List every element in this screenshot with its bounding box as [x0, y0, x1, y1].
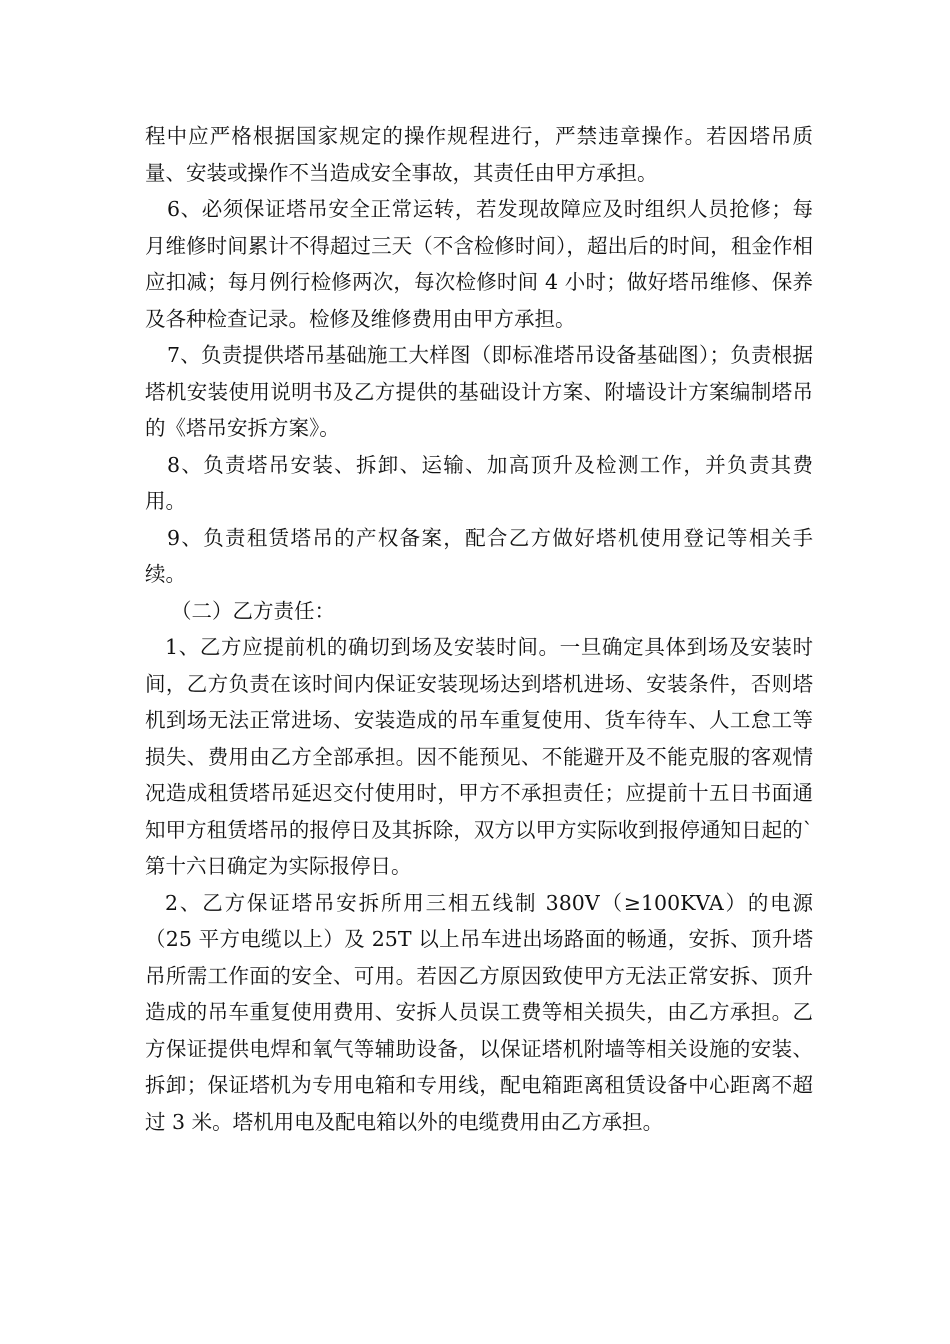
paragraph-item-6: 6、必须保证塔吊安全正常运转，若发现故障应及时组织人员抢修；每月维修时间累计不得超过三天（不含检修时间），超出后的时间，租金作相应扣减；每月例行检修两次，每次检修时间 4 小时；做好塔吊维修、保养及各种检查记录。检修及维修费用由甲方承担。 — [145, 197, 813, 331]
paragraph-party-b-item-2: 2、乙方保证塔吊安拆所用三相五线制 380V（≥100KVA）的电源（25 平方电缆以上）及 25T 以上吊车进出场路面的畅通，安拆、顶升塔吊所需工作面的安全、可用。若因乙方原因致使甲方无法正常安拆、顶升造成的吊车重复使用费用、安拆人员误工费等相关损失，由乙方承担。乙方保证提供电焊和氧气等辅助设备，以保证塔机附墙等相关设施的安装、拆卸；保证塔机为专用电箱和专用线，配电箱距离租赁设备中心距离不超过 3 米。塔机用电及配电箱以外的电缆费用由乙方承担。 — [145, 890, 813, 1134]
paragraph-continuation: 程中应严格根据国家规定的操作规程进行，严禁违章操作。若因塔吊质量、安装或操作不当造成安全事故，其责任由甲方承担。 — [145, 124, 813, 185]
document-body — [145, 118, 813, 1140]
section-heading-party-b: （二）乙方责任： — [171, 598, 335, 623]
paragraph-item-8: 8、负责塔吊安装、拆卸、运输、加高顶升及检测工作，并负责其费用。 — [145, 452, 813, 513]
paragraph-item-7: 7、负责提供塔吊基础施工大样图（即标准塔吊设备基础图）；负责根据塔机安装使用说明书及乙方提供的基础设计方案、附墙设计方案编制塔吊的《塔吊安拆方案》。 — [145, 343, 813, 440]
paragraph-item-9: 9、负责租赁塔吊的产权备案，配合乙方做好塔机使用登记等相关手续。 — [145, 525, 813, 586]
paragraph-party-b-item-1: 1、乙方应提前机的确切到场及安装时间。一旦确定具体到场及安装时间，乙方负责在该时间内保证安装现场达到塔机进场、安装条件，否则塔机到场无法正常进场、安装造成的吊车重复使用、货车待车、人工怠工等损失、费用由乙方全部承担。因不能预见、不能避开及不能克服的客观情况造成租赁塔吊延迟交付使用时，甲方不承担责任；应提前十五日书面通知甲方租赁塔吊的报停日及其拆除，双方以甲方实际收到报停通知日起的`第十六日确定为实际报停日。 — [145, 635, 813, 878]
